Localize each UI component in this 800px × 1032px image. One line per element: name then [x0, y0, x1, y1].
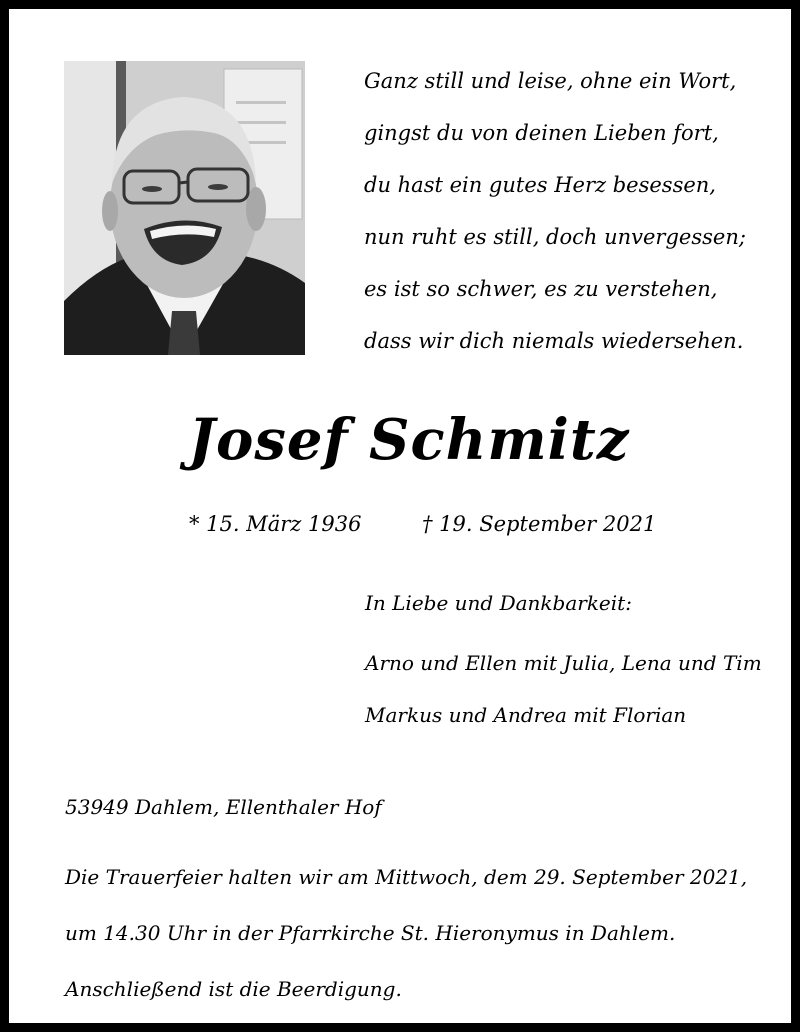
poem-line: nun ruht es still, doch unvergessen; [364, 225, 746, 249]
funeral-service-info [65, 863, 747, 1031]
mourners-intro: In Liebe und Dankbarkeit: [365, 591, 632, 615]
portrait-photo [64, 61, 305, 355]
mourner-line: Arno und Ellen mit Julia, Lena und Tim [365, 651, 762, 675]
service-line: Die Trauerfeier halten wir am Mittwoch, dem 29. September 2021, [65, 865, 748, 889]
poem [364, 67, 746, 379]
birth-date: * 15. März 1936 [189, 512, 362, 536]
poem-line: Ganz still und leise, ohne ein Wort, [364, 69, 737, 93]
poem-line: du hast ein gutes Herz besessen, [364, 173, 716, 197]
poem-line: dass wir dich niemals wiedersehen. [364, 329, 744, 353]
poem-line: gingst du von deinen Lieben fort, [364, 121, 719, 145]
mourners-list [365, 649, 762, 753]
deceased-name: Josef Schmitz [188, 407, 630, 473]
service-line: Anschließend ist die Beerdigung. [65, 977, 402, 1001]
death-date: † 19. September 2021 [422, 512, 657, 536]
portrait-illustration [64, 61, 305, 355]
address: 53949 Dahlem, Ellenthaler Hof [65, 795, 382, 819]
mourner-line: Markus und Andrea mit Florian [365, 703, 687, 727]
service-line: um 14.30 Uhr in der Pfarrkirche St. Hieronymus in Dahlem. [65, 921, 676, 945]
poem-line: es ist so schwer, es zu verstehen, [364, 277, 718, 301]
